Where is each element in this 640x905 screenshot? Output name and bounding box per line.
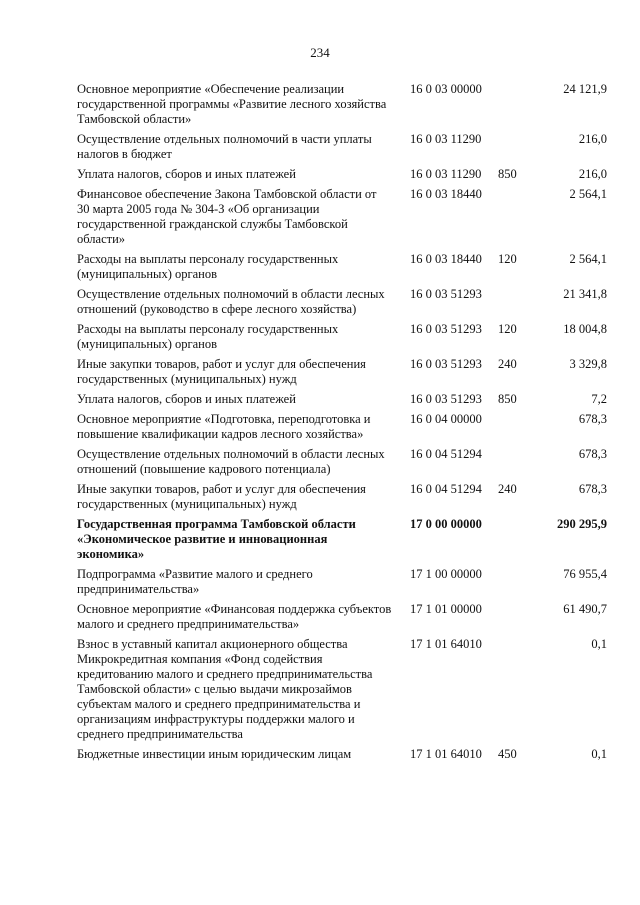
row-target-code: 17 0 00 00000 [410, 517, 482, 531]
row-amount: 678,3 [578, 412, 607, 426]
table-row [77, 517, 607, 562]
row-name: Осуществление отдельных полномочий в части уплаты налогов в бюджет [77, 132, 372, 161]
row-name: Основное мероприятие «Обеспечение реализации государственной программы «Развитие лесного хозяйства Тамбовской области» [77, 82, 387, 126]
table-row [77, 567, 607, 597]
row-target-code: 16 0 04 00000 [410, 412, 482, 426]
row-amount: 7,2 [591, 392, 607, 406]
row-target-code: 17 1 00 00000 [410, 567, 482, 581]
row-name: Финансовое обеспечение Закона Тамбовской области от 30 марта 2005 года № 304-З «Об организации государственной гражданской службы Тамбовской области» [77, 187, 377, 246]
table-row [77, 412, 607, 442]
row-amount: 61 490,7 [563, 602, 607, 616]
row-amount: 3 329,8 [569, 357, 607, 371]
row-target-code: 16 0 03 18440 [410, 252, 482, 266]
table-row [77, 187, 607, 247]
row-name: Уплата налогов, сборов и иных платежей [77, 392, 296, 406]
row-amount: 2 564,1 [569, 252, 607, 266]
table-row [77, 252, 607, 282]
table-row [77, 357, 607, 387]
table-row [77, 747, 607, 762]
table-row [77, 602, 607, 632]
row-name: Иные закупки товаров, работ и услуг для обеспечения государственных (муниципальных) нужд [77, 357, 366, 386]
table-row [77, 482, 607, 512]
row-target-code: 16 0 03 51293 [410, 357, 482, 371]
row-amount: 18 004,8 [563, 322, 607, 336]
row-name: Взнос в уставный капитал акционерного общества Микрокредитная компания «Фонд содействия кредитованию малого и среднего предпринимательства Тамбовской области» с целью выдачи микрозаймов субъектам малого и среднего предпринимательства и организациям инфраструктуры поддержки малого и среднего предпринимательства [77, 637, 373, 741]
row-amount: 678,3 [578, 447, 607, 461]
row-target-code: 17 1 01 64010 [410, 637, 482, 651]
row-expense-type: 120 [498, 322, 517, 336]
row-amount: 2 564,1 [569, 187, 607, 201]
row-name: Бюджетные инвестиции иным юридическим лицам [77, 747, 352, 761]
row-expense-type: 450 [498, 747, 517, 761]
row-amount: 216,0 [578, 132, 607, 146]
row-name: Расходы на выплаты персоналу государственных (муниципальных) органов [77, 322, 339, 351]
row-amount: 24 121,9 [563, 82, 607, 96]
row-amount: 216,0 [578, 167, 607, 181]
row-name: Иные закупки товаров, работ и услуг для обеспечения государственных (муниципальных) нужд [77, 482, 366, 511]
row-name: Уплата налогов, сборов и иных платежей [77, 167, 296, 181]
row-expense-type: 240 [498, 357, 517, 371]
row-amount: 290 295,9 [557, 517, 607, 531]
table-row [77, 637, 607, 742]
row-name: Основное мероприятие «Подготовка, переподготовка и повышение квалификации кадров лесного хозяйства» [77, 412, 371, 441]
row-expense-type: 850 [498, 167, 517, 181]
budget-table [77, 82, 607, 767]
row-name: Осуществление отдельных полномочий в области лесных отношений (повышение кадрового потенциала) [77, 447, 385, 476]
table-row [77, 447, 607, 477]
row-name: Осуществление отдельных полномочий в области лесных отношений (руководство в сфере лесного хозяйства) [77, 287, 385, 316]
row-target-code: 16 0 03 51293 [410, 392, 482, 406]
row-name: Расходы на выплаты персоналу государственных (муниципальных) органов [77, 252, 339, 281]
row-target-code: 16 0 03 11290 [410, 132, 482, 146]
row-expense-type: 120 [498, 252, 517, 266]
table-row [77, 82, 607, 127]
table-row [77, 132, 607, 162]
row-amount: 0,1 [591, 637, 607, 651]
row-target-code: 16 0 03 18440 [410, 187, 482, 201]
row-target-code: 17 1 01 00000 [410, 602, 482, 616]
row-amount: 678,3 [578, 482, 607, 496]
row-expense-type: 850 [498, 392, 517, 406]
row-name: Подпрограмма «Развитие малого и среднего предпринимательства» [77, 567, 313, 596]
row-name: Основное мероприятие «Финансовая поддержка субъектов малого и среднего предпринимательства» [77, 602, 392, 631]
row-amount: 0,1 [591, 747, 607, 761]
row-target-code: 17 1 01 64010 [410, 747, 482, 761]
row-amount: 21 341,8 [563, 287, 607, 301]
table-row [77, 167, 607, 182]
row-target-code: 16 0 04 51294 [410, 482, 482, 496]
page-number: 234 [310, 45, 330, 60]
row-target-code: 16 0 03 11290 [410, 167, 482, 181]
row-amount: 76 955,4 [563, 567, 607, 581]
row-name: Государственная программа Тамбовской области «Экономическое развитие и инновационная экономика» [77, 517, 356, 561]
row-target-code: 16 0 03 51293 [410, 287, 482, 301]
row-expense-type: 240 [498, 482, 517, 496]
row-target-code: 16 0 03 00000 [410, 82, 482, 96]
table-row [77, 322, 607, 352]
row-target-code: 16 0 04 51294 [410, 447, 482, 461]
table-row [77, 392, 607, 407]
row-target-code: 16 0 03 51293 [410, 322, 482, 336]
table-row [77, 287, 607, 317]
